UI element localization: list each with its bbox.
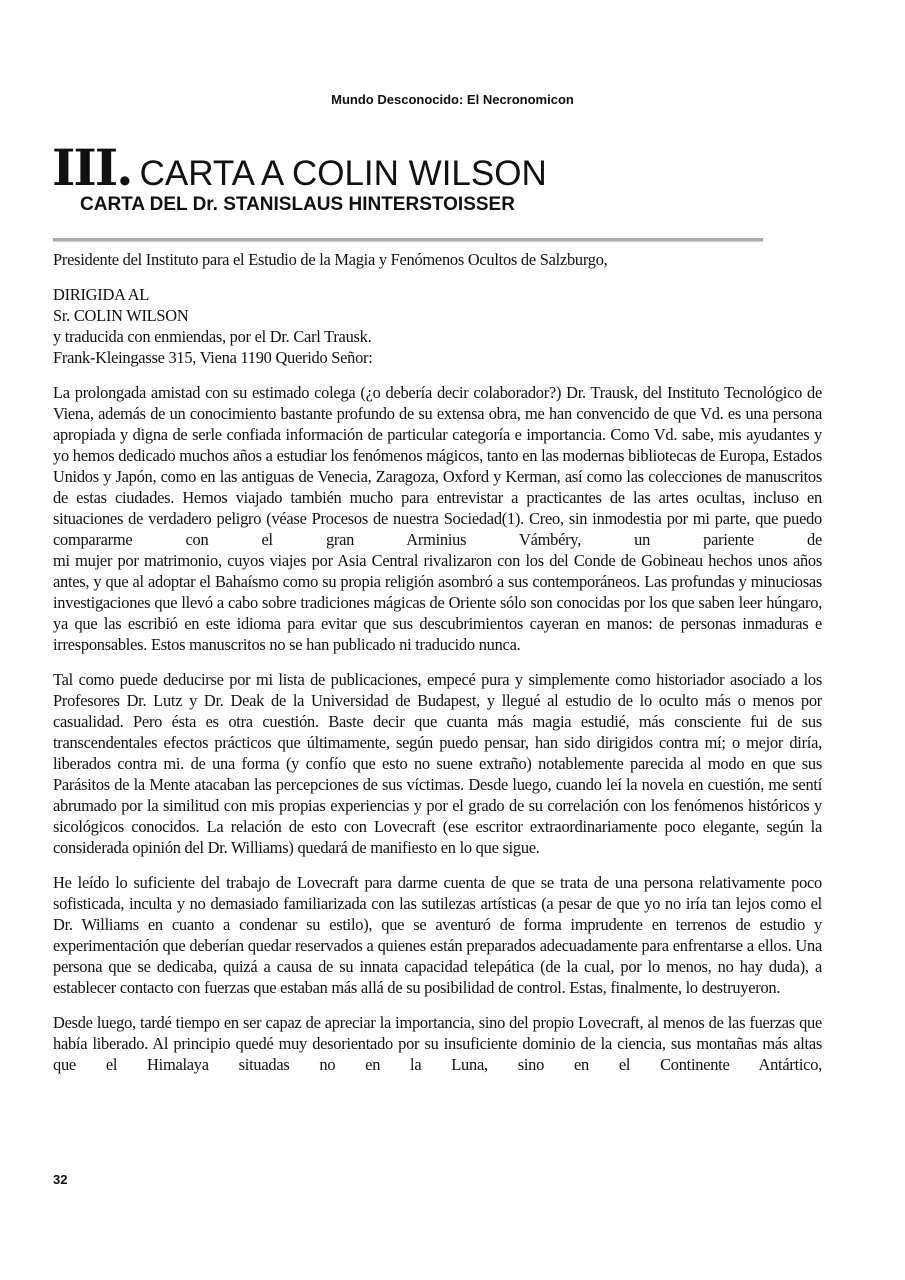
chapter-heading: [52, 138, 547, 197]
chapter-number: III.: [52, 138, 132, 197]
address-block: [53, 284, 822, 368]
paragraph-1: [53, 382, 822, 550]
address-line: Frank-Kleingasse 315, Viena 1190 Querido Señor:: [53, 348, 373, 367]
address-line: Sr. COLIN WILSON: [53, 306, 189, 325]
chapter-subtitle: CARTA DEL Dr. STANISLAUS HINTERSTOISSER: [80, 194, 515, 215]
intro-paragraph: Presidente del Instituto para el Estudio de la Magia y Fenómenos Ocultos de Salzburgo,: [53, 250, 608, 269]
chapter-title: CARTA A COLIN WILSON: [139, 154, 547, 193]
divider: [53, 238, 763, 241]
address-line: DIRIGIDA AL: [53, 285, 150, 304]
address-line: y traducida con enmiendas, por el Dr. Carl Trausk.: [53, 327, 372, 346]
running-header: Mundo Desconocido: El Necronomicon: [331, 92, 574, 107]
page-number: 32: [53, 1172, 68, 1187]
paragraph-2: Tal como puede deducirse por mi lista de publicaciones, empecé pura y simplemente como historiador asociado a los Profesores Dr. Lutz y Dr. Deak de la Universidad de Budapest, y llegué al estudio de lo oculto más o menos por casualidad. Pero ésta es otra cuestión. Baste decir que cuanta más magia estudié, más consciente fui de sus transcendentales efectos prácticos que últimamente, según puedo pensar, han sido dirigidos contra mí; o mejor diría, liberados contra mi. de una forma (y confío que esto no suene extraño) notablemente parecida al modo en que sus Parásitos de la Mente atacaban las percepciones de sus víctimas. Desde luego, cuando leí la novela en cuestión, me sentí abrumado por la similitud con mis propias experiencias y por el grado de su correlación con los fenómenos históricos y sicológicos conocidos. La relación de esto con Lovecraft (ese escritor extraordinariamente poco elegante, según la considerada opinión del Dr. Williams) quedará de manifiesto en lo que sigue.: [53, 670, 822, 857]
paragraph-1-continued: mi mujer por matrimonio, cuyos viajes por Asia Central rivalizaron con los del Conde de Gobineau hechos unos años antes, y que al adoptar el Bahaísmo como su propia religión asombró a sus contemporáneos. Las profundas y minuciosas investigaciones que llevó a cabo sobre tradiciones mágicas de Oriente sólo son conocidas por los que saben leer húngaro, ya que las escribió en este idioma para evitar que sus descubrimientos cayeran en manos: de personas inmaduras e irresponsables. Estos manuscritos no se han publicado ni traducido nunca.: [53, 551, 822, 654]
paragraph-4: Desde luego, tardé tiempo en ser capaz de apreciar la importancia, sino del propio Lovecraft, al menos de las fuerzas que había liberado. Al principio quedé muy desorientado por su insuficiente dominio de la ciencia, sus montañas más altas que el Himalaya situadas no en la Luna, sino en el Continente Antártico,: [53, 1013, 822, 1074]
paragraph-1-part-a: La prolongada amistad con su estimado colega (¿o debería decir colaborador?) Dr. Trausk, del Instituto Tecnológico de Viena, además de un conocimiento bastante profundo de su extensa obra, me han convencido de que Vd. es una persona apropiada y digna de serle confiada información de particular categoría e importancia. Como Vd. sabe, mis ayudantes y yo hemos dedicado muchos años a estudiar los fenómenos mágicos, tanto en las modernas bibliotecas de Europa, Estados Unidos y Japón, como en las antiguas de Venecia, Zaragoza, Oxford y Kerman, así como las colecciones de manuscritos de estas ciudades. Hemos viajado también mucho para entrevistar a practicantes de las artes ocultas, incluso en situaciones de verdadero peligro (véase Procesos de nuestra Sociedad(1). Creo, sin inmodestia por mi parte, que puedo compararme con el gran Arminius Vámbéry, un pariente de: [53, 383, 822, 549]
paragraph-3: He leído lo suficiente del trabajo de Lovecraft para darme cuenta de que se trata de una persona relativamente poco sofisticada, inculta y no demasiado familiarizada con las sutilezas artísticas (a pesar de que yo no iría tan lejos como el Dr. Williams en cuanto a condenar su estilo), que se aventuró de forma imprudente en terrenos de estudio y experimentación que deberían quedar reservados a quienes están preparados adecuadamente para enfrentarse a ellos. Una persona que se dedicaba, quizá a causa de su innata capacidad telepática (de la cual, por lo menos, no hay duda), a establecer contacto con fuerzas que estaban más allá de su posibilidad de control. Estas, finalmente, lo destruyeron.: [53, 873, 822, 997]
document-body: [53, 249, 822, 1075]
